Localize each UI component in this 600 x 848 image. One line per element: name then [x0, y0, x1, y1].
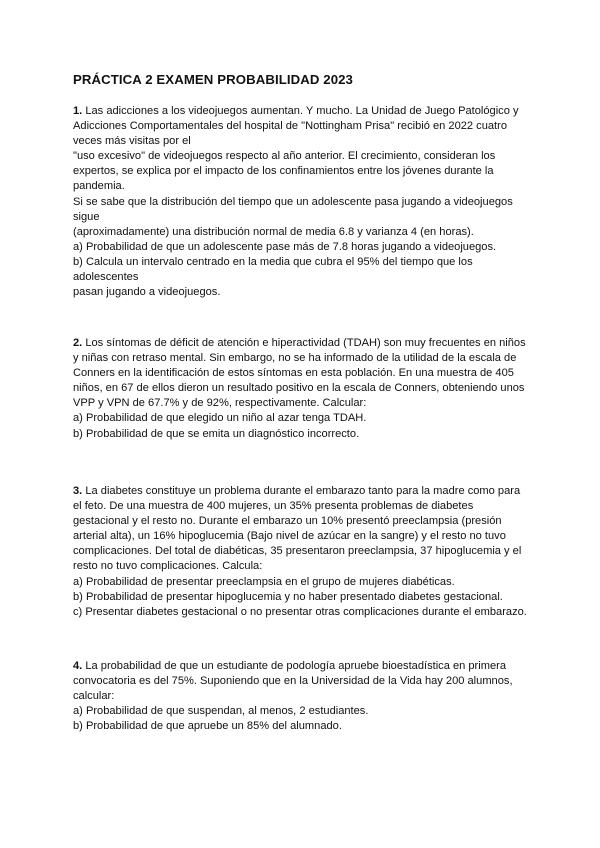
- problem-line: 1. Las adicciones a los videojuegos aumentan. Y mucho. La Unidad de Juego Patológico y: [73, 105, 519, 117]
- problem-line: adolescentes: [73, 271, 139, 284]
- problem-line: expertos, se explica por el impacto de los confinamientos entre los jóvenes durante la: [73, 165, 494, 178]
- problem-line: a) Probabilidad de que elegido un niño al azar tenga TDAH.: [73, 412, 367, 425]
- problem-line: 4. La probabilidad de que un estudiante de podología apruebe bioestadística en primera: [73, 660, 506, 672]
- page-title: PRÁCTICA 2 EXAMEN PROBABILIDAD 2023: [73, 72, 353, 87]
- problem-line: complicaciones. Del total de diabéticas, 35 presentaron preeclampsia, 37 hipoglucemia y el: [73, 545, 522, 558]
- problem-line: y niñas con retraso mental. Sin embargo, no se ha informado de la utilidad de la escala de: [73, 352, 517, 365]
- problem-line: b) Probabilidad de que se emita un diagnóstico incorrecto.: [73, 427, 360, 440]
- problem-line: b) Calcula un intervalo centrado en la media que cubra el 95% del tiempo que los: [73, 255, 473, 268]
- problem-3: [73, 484, 533, 620]
- problem-line: arterial alta), un 16% hipoglucemia (Bajo nivel de azúcar en la sangre) y el resto no tuvo: [73, 530, 506, 543]
- problem-line: pandemia.: [73, 180, 125, 193]
- problem-line: convocatoria es del 75%. Suponiendo que en la Universidad de la Vida hay 200 alumnos,: [73, 675, 513, 688]
- problem-line: calcular:: [73, 690, 115, 703]
- problem-line: "uso excesivo" de videojuegos respecto al año anterior. El crecimiento, consideran los: [73, 150, 496, 163]
- problem-line: el feto. De una muestra de 400 mujeres, un 35% presenta problemas de diabetes: [73, 500, 474, 513]
- problem-line: sigue: [73, 210, 100, 223]
- problem-number: 2.: [73, 337, 83, 349]
- problem-line: a) Probabilidad de presentar preeclampsia en el grupo de mujeres diabéticas.: [73, 575, 455, 588]
- problem-number: 4.: [73, 660, 83, 672]
- problem-line: Si se sabe que la distribución del tiempo que un adolescente pasa jugando a videojuegos: [73, 195, 513, 208]
- problem-line: a) Probabilidad de que suspendan, al menos, 2 estudiantes.: [73, 705, 369, 718]
- problem-line: c) Presentar diabetes gestacional o no presentar otras complicaciones durante el embarazo.: [73, 605, 527, 618]
- problem-line: 3. La diabetes constituye un problema durante el embarazo tanto para la madre como para: [73, 485, 521, 497]
- problem-line: Adicciones Comportamentales del hospital de "Nottingham Prisa" recibió en 2022 cuatro: [73, 120, 507, 133]
- problem-line: b) Probabilidad de que apruebe un 85% del alumnado.: [73, 720, 342, 733]
- problem-line: 2. Los síntomas de déficit de atención e hiperactividad (TDAH) son muy frecuentes en niños: [73, 337, 526, 349]
- problem-line: gestacional y el resto no. Durante el embarazo un 10% presentó preeclampsia (presión: [73, 515, 502, 528]
- problem-line: VPP y VPN de 67.7% y de 92%, respectivamente. Calcular:: [73, 397, 367, 410]
- problem-1: [73, 104, 533, 300]
- problem-line: resto no tuvo complicaciones. Calcula:: [73, 560, 263, 573]
- problem-line: (aproximadamente) una distribución normal de media 6.8 y varianza 4 (en horas).: [73, 225, 474, 238]
- problem-4: [73, 659, 533, 734]
- problem-line: niños, en 67 de ellos dieron un resultado positivo en la escala de Conners, obteniendo unos: [73, 382, 525, 395]
- problem-line: pasan jugando a videojuegos.: [73, 286, 221, 299]
- problem-line: Conners en la identificación de estos síntomas en esta población. En una muestra de 405: [73, 367, 514, 380]
- problem-2: [73, 336, 533, 442]
- problem-number: 1.: [73, 105, 83, 117]
- problem-line: b) Probabilidad de presentar hipoglucemia y no haber presentado diabetes gestacional.: [73, 590, 503, 603]
- problem-line: a) Probabilidad de que un adolescente pase más de 7.8 horas jugando a videojuegos.: [73, 240, 497, 253]
- problem-number: 3.: [73, 485, 83, 497]
- problem-line: veces más visitas por el: [73, 135, 191, 148]
